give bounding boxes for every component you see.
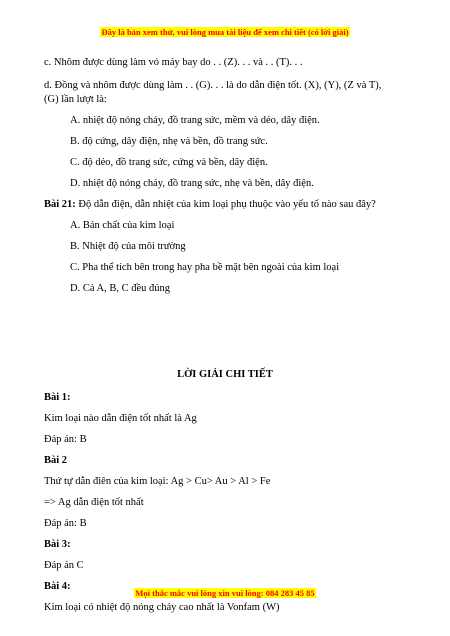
question-line-d-cont: (G) lần lượt là: xyxy=(44,94,107,105)
solution-b2-label: Bài 2 xyxy=(44,455,68,466)
document-content xyxy=(44,56,406,615)
q21-option-b: B. Nhiệt độ của môi trường xyxy=(70,241,186,252)
solution-b4-text: Kim loại có nhiệt độ nóng chảy cao nhất là Vonfam (W) xyxy=(44,602,280,613)
option-b: B. độ cứng, dây điện, nhẹ và bền, đồ trang sức. xyxy=(70,136,268,147)
q21-option-a: A. Bản chất của kim loại xyxy=(70,220,175,231)
solution-b3-label: Bài 3: xyxy=(44,539,71,550)
solution-b2-text2: => Ag dẫn điện tốt nhất xyxy=(44,497,144,508)
contact-banner xyxy=(0,588,450,598)
question-21-label: Bài 21: xyxy=(44,199,76,210)
solution-title: LỜI GIẢI CHI TIẾT xyxy=(177,369,273,380)
solution-b4-label: Bài 4: xyxy=(44,581,71,592)
preview-banner xyxy=(0,27,450,37)
option-a: A. nhiệt độ nóng chảy, đồ trang sức, mềm và dẻo, dây điện. xyxy=(70,115,320,126)
solution-b3-answer: Đáp án C xyxy=(44,560,84,571)
question-line-c: c. Nhôm được dùng làm vỏ máy bay do . . (Z). . . và . . (T). . . xyxy=(44,57,303,68)
question-21-text: Độ dẫn điện, dẫn nhiệt của kim loại phụ thuộc vào yếu tố nào sau đây? xyxy=(75,199,376,210)
solution-b1-answer: Đáp án: B xyxy=(44,434,87,445)
q21-option-d: D. Cả A, B, C đều đúng xyxy=(70,283,171,294)
option-d: D. nhiệt độ nóng chảy, đồ trang sức, nhẹ và bền, dây điện. xyxy=(70,178,314,189)
question-21 xyxy=(44,198,406,212)
option-c: C. độ dẻo, đồ trang sức, cứng và bền, dây điện. xyxy=(70,157,268,168)
contact-banner-text: Mọi thắc mắc vui lòng xin vui lòng: 084 283 45 85 xyxy=(135,588,315,598)
preview-banner-text: Đây là bản xem thử, vui lòng mua tài liệu để xem chi tiết (có lời giải) xyxy=(101,27,349,37)
solution-b2-text1: Thứ tự dẫn điên của kim loại: Ag > Cu> Au > Al > Fe xyxy=(44,476,271,487)
solution-b2-answer: Đáp án: B xyxy=(44,518,87,529)
question-line-d: d. Đồng và nhôm được dùng làm . . (G). . . là do dẫn điện tốt. (X), (Y), (Z và T), xyxy=(44,80,382,91)
q21-option-c: C. Pha thể tích bên trong hay pha bề mặt bên ngoài của kim loại xyxy=(70,262,340,273)
solution-b1-label: Bài 1: xyxy=(44,392,71,403)
solution-b1-text: Kim loại nào dẫn điện tốt nhất là Ag xyxy=(44,413,197,424)
